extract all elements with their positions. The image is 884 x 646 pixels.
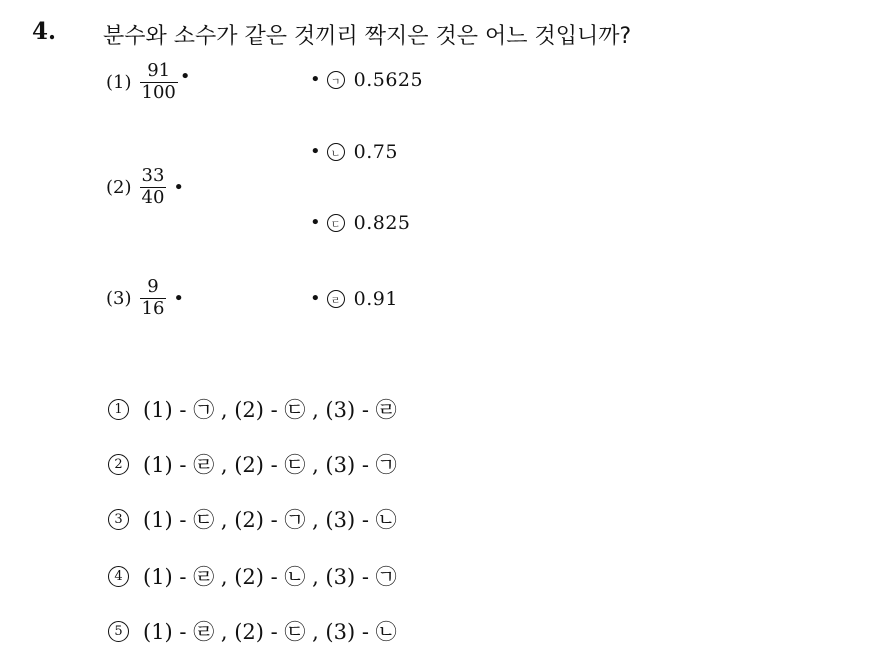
fraction: [140, 167, 167, 208]
fraction-numerator: 91: [147, 60, 171, 81]
circled-letter-marker: ㄱ: [327, 71, 345, 89]
left-item-3: [106, 278, 184, 319]
decimal-value: 0.91: [353, 288, 398, 310]
option-text: (1) - ㉠ , (2) - ㉢ , (3) - ㉣: [143, 398, 397, 422]
option-number-marker: 5: [108, 621, 129, 642]
question-number: 4.: [32, 18, 57, 45]
fraction-numerator: 33: [141, 165, 165, 186]
circled-letter-marker: ㄴ: [327, 143, 345, 161]
match-dot[interactable]: •: [179, 65, 191, 87]
option-number-marker: 2: [108, 454, 129, 475]
fraction-numerator: 9: [147, 276, 159, 297]
option-text: (1) - ㉣ , (2) - ㉡ , (3) - ㉠: [143, 565, 397, 589]
left-item-2: [106, 167, 184, 208]
right-item-2: [310, 141, 398, 163]
match-dot[interactable]: •: [310, 141, 321, 162]
right-item-3: [310, 212, 411, 234]
circled-letter-marker: ㄷ: [327, 214, 345, 232]
right-item-1: [310, 69, 423, 91]
left-item-label: (3): [106, 288, 132, 310]
match-dot[interactable]: •: [310, 212, 321, 233]
left-item-label: (2): [106, 177, 132, 199]
answer-option-4[interactable]: [108, 561, 397, 591]
answer-option-1[interactable]: [108, 394, 397, 424]
fraction-denominator: 16: [141, 298, 165, 320]
decimal-value: 0.5625: [353, 69, 424, 91]
match-dot[interactable]: •: [310, 69, 321, 90]
option-number-marker: 3: [108, 509, 129, 530]
left-item-label: (1): [106, 72, 132, 94]
answer-option-3[interactable]: [108, 504, 397, 534]
fraction: [140, 278, 167, 319]
decimal-value: 0.75: [353, 141, 398, 163]
answer-option-5[interactable]: [108, 616, 397, 646]
left-item-1: [106, 62, 190, 103]
fraction-denominator: 40: [141, 187, 165, 209]
option-text: (1) - ㉣ , (2) - ㉢ , (3) - ㉠: [143, 453, 397, 477]
fraction-denominator: 100: [141, 82, 176, 104]
match-dot[interactable]: •: [173, 287, 185, 309]
question-text: 분수와 소수가 같은 것끼리 짝지은 것은 어느 것입니까?: [103, 24, 632, 49]
option-number-marker: 4: [108, 566, 129, 587]
fraction: [140, 62, 178, 103]
right-item-4: [310, 288, 398, 310]
answer-option-2[interactable]: [108, 449, 397, 479]
option-text: (1) - ㉣ , (2) - ㉢ , (3) - ㉡: [143, 620, 397, 644]
option-number-marker: 1: [108, 399, 129, 420]
match-dot[interactable]: •: [310, 288, 321, 309]
decimal-value: 0.825: [353, 212, 411, 234]
match-dot[interactable]: •: [173, 176, 185, 198]
option-text: (1) - ㉢ , (2) - ㉠ , (3) - ㉡: [143, 508, 397, 532]
circled-letter-marker: ㄹ: [327, 290, 345, 308]
